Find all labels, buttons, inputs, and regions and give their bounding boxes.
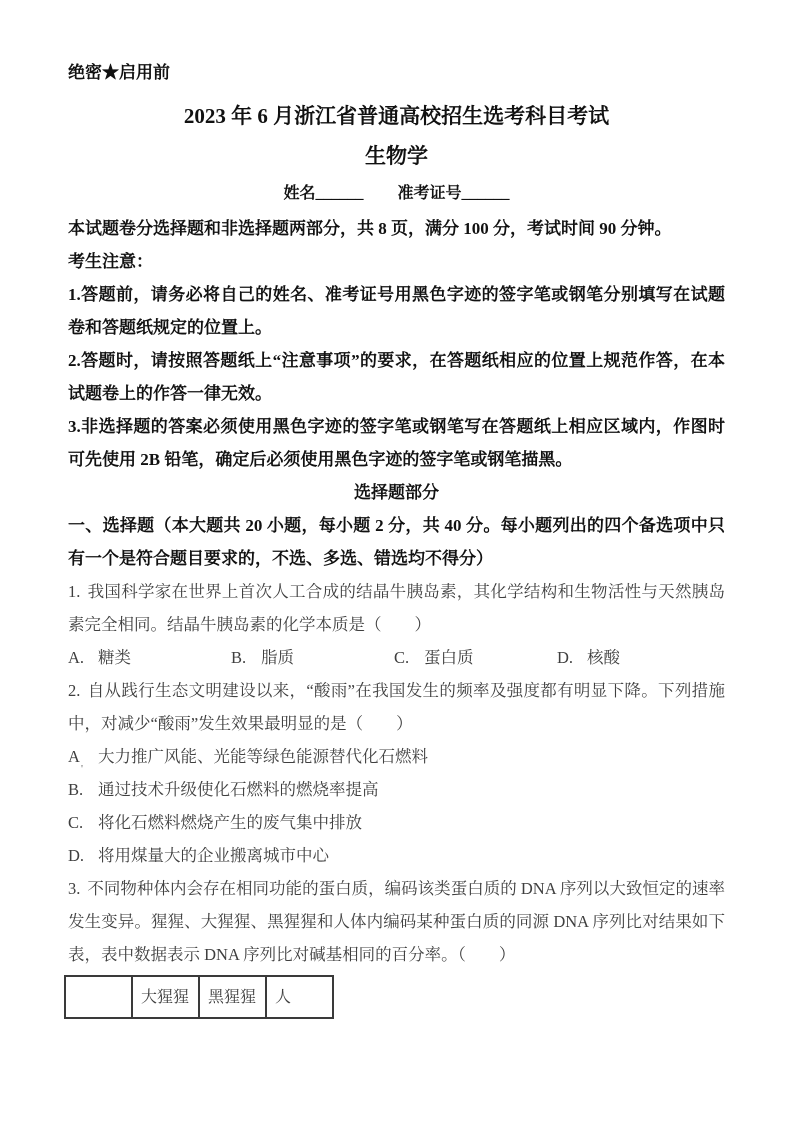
question-3-number: 3.	[68, 879, 81, 898]
option-c-label: C.	[68, 813, 84, 832]
option-a-text: 大力推广风能、光能等绿色能源替代化石燃料	[98, 747, 428, 766]
ticket-blank: ______	[461, 185, 510, 202]
exam-summary: 本试题卷分选择题和非选择题两部分，共 8 页，满分 100 分，考试时间 90 分钟。	[68, 219, 672, 238]
questions-area	[68, 575, 725, 1019]
classification-banner: 绝密★启用前	[68, 63, 170, 82]
table-cell-chimpanzee: 黑猩猩	[199, 976, 266, 1018]
question-2-option-d	[68, 839, 725, 872]
question-3-text	[68, 872, 725, 971]
question-1-option-a	[68, 641, 231, 674]
question-1-option-c	[394, 641, 557, 674]
question-2-options	[68, 740, 725, 872]
question-1-option-d	[557, 641, 620, 674]
option-b-label: B.	[231, 648, 247, 667]
front-matter	[68, 212, 725, 575]
option-d-label: D.	[557, 648, 574, 667]
exam-title: 2023 年 6 月浙江省普通高校招生选考科目考试	[183, 104, 610, 128]
question-2-body: 自从践行生态文明建设以来，“酸雨”在我国发生的频率及强度都有明显下降。下列措施中，对减少“酸雨”发生效果最明显的是（ ）	[68, 681, 725, 733]
stray-mark: '	[81, 763, 83, 775]
name-label: 姓名	[283, 185, 316, 202]
option-d-text: 核酸	[587, 648, 620, 667]
candidate-info-line	[68, 182, 725, 206]
option-a-text: 糖类	[98, 648, 131, 667]
notice-item-3: 3.非选择题的答案必须使用黑色字迹的签字笔或钢笔写在答题纸上相应区域内，作图时可先使用 2B 铅笔，确定后必须使用黑色字迹的签字笔或钢笔描黑。	[68, 417, 725, 469]
option-c-label: C.	[394, 648, 410, 667]
question-1-body: 我国科学家在世界上首次人工合成的结晶牛胰岛素，其化学结构和生物活性与天然胰岛素完全相同。结晶牛胰岛素的化学本质是（ ）	[68, 582, 725, 634]
question-1-options	[68, 641, 725, 674]
option-d-label: D.	[68, 846, 85, 865]
option-a-label: A.	[68, 648, 85, 667]
question-2-option-c	[68, 806, 725, 839]
question-1-option-b	[231, 641, 394, 674]
question-1-number: 1.	[68, 582, 81, 601]
table-cell-gorilla: 大猩猩	[132, 976, 199, 1018]
notice-item-2: 2.答题时，请按照答题纸上“注意事项”的要求，在答题纸相应的位置上规范作答，在本试题卷上的作答一律无效。	[68, 351, 725, 403]
question-2-number: 2.	[68, 681, 81, 700]
option-d-text: 将用煤量大的企业搬离城市中心	[98, 846, 329, 865]
question-2-option-a	[68, 740, 725, 773]
table-header-row	[65, 976, 333, 1018]
option-b-text: 脂质	[261, 648, 294, 667]
table-cell-human: 人	[266, 976, 333, 1018]
notice-heading: 考生注意：	[68, 252, 153, 271]
section-instruction: 一、选择题（本大题共 20 小题，每小题 2 分，共 40 分。每小题列出的四个备选项中只有一个是符合题目要求的，不选、多选、错选均不得分）	[68, 516, 725, 568]
notice-item-1: 1.答题前，请务必将自己的姓名、准考证号用黑色字迹的签字笔或钢笔分别填写在试题卷和答题纸规定的位置上。	[68, 285, 725, 337]
question-3-body: 不同物种体内会存在相同功能的蛋白质，编码该类蛋白质的 DNA 序列以大致恒定的速率发生变异。猩猩、大猩猩、黑猩猩和人体内编码某种蛋白质的同源 DNA 序列比对结果如下表，表中数据表示 DNA 序列比对碱基相同的百分率。（ ）	[68, 879, 725, 964]
option-a-label: A	[68, 747, 80, 766]
name-blank: ______	[315, 185, 364, 202]
question-2-text	[68, 674, 725, 740]
dna-comparison-table	[64, 975, 334, 1019]
question-1-text	[68, 575, 725, 641]
table-cell-empty	[65, 976, 132, 1018]
option-c-text: 将化石燃料燃烧产生的废气集中排放	[98, 813, 362, 832]
option-b-text: 通过技术升级使化石燃料的燃烧率提高	[98, 780, 379, 799]
ticket-label: 准考证号	[397, 185, 462, 202]
subject-title: 生物学	[365, 144, 428, 168]
option-b-label: B.	[68, 780, 84, 799]
question-2-option-b	[68, 773, 725, 806]
option-c-text: 蛋白质	[424, 648, 474, 667]
part-title: 选择题部分	[354, 483, 439, 502]
